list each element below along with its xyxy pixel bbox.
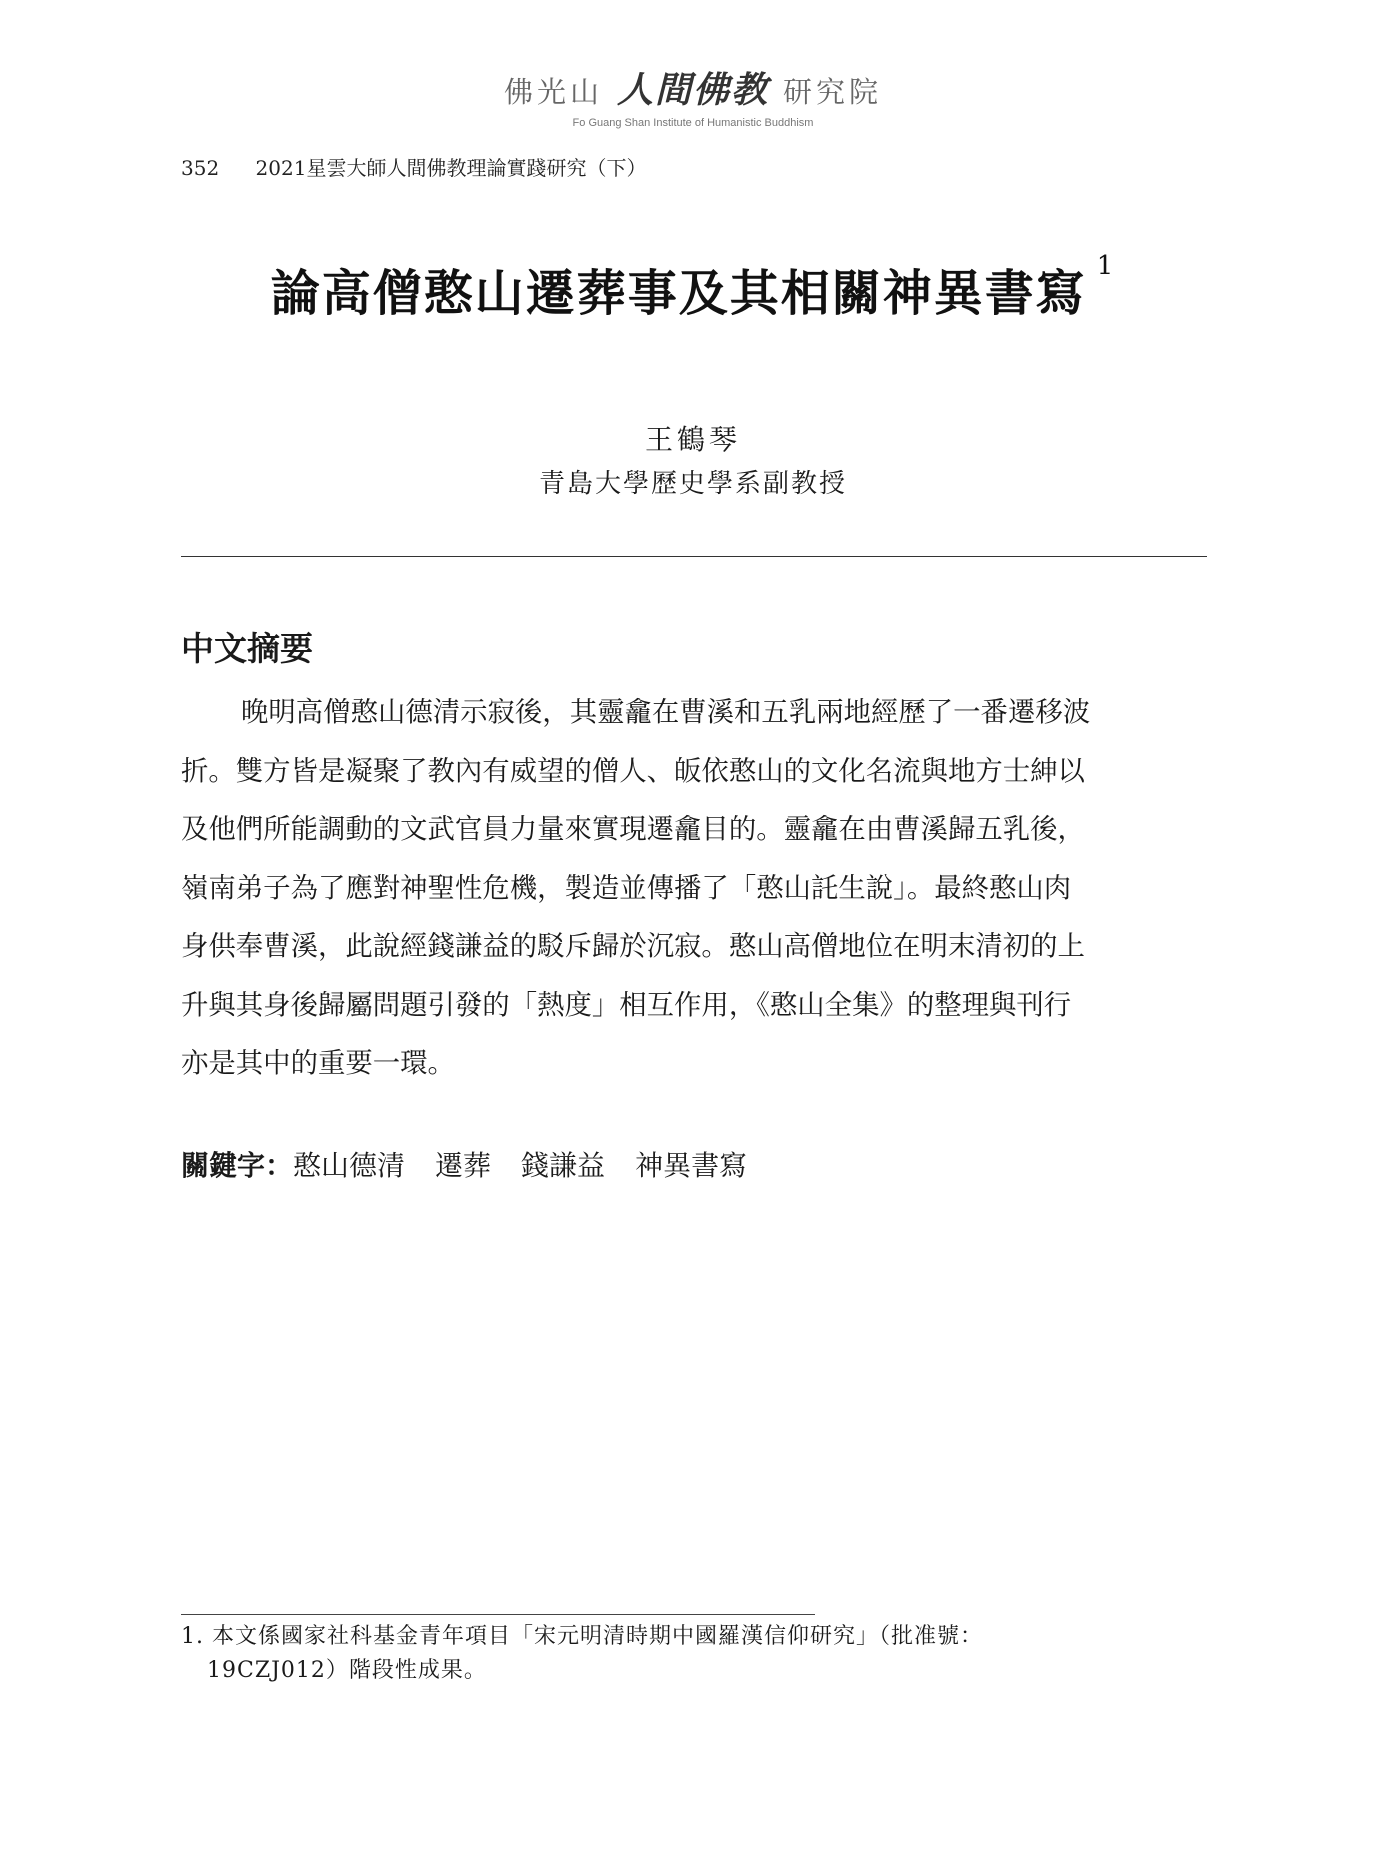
abstract-line: 升與其身後歸屬問題引發的「熱度」相互作用，《憨山全集》的整理與刊行: [181, 989, 1072, 1021]
header-divider: [181, 556, 1207, 557]
keywords-label: 關鍵字：: [181, 1149, 294, 1182]
footnote-marker[interactable]: 1: [1096, 251, 1116, 281]
keyword: 憨山德清: [293, 1149, 406, 1182]
article-title-text: 論高僧憨山遷葬事及其相關神異書寫: [270, 264, 1087, 322]
abstract-line: 晚明高僧憨山德清示寂後，其靈龕在曹溪和五乳兩地經歷了一番遷移波: [241, 697, 1091, 728]
abstract-line: 身供奉曹溪，此說經錢謙益的駁斥歸於沉寂。憨山高僧地位在明末清初的上: [181, 931, 1085, 962]
institute-logo: [0, 62, 1386, 113]
institute-name-left: 佛光山: [503, 75, 603, 109]
footnote: [181, 1620, 1211, 1688]
author-affiliation: 青島大學歷史學系副教授: [538, 469, 847, 499]
institute-header: [0, 62, 1386, 129]
article-title: [0, 251, 1386, 325]
abstract-line: 折。雙方皆是凝聚了教內有威望的僧人、皈依憨山的文化名流與地方士紳以: [181, 755, 1085, 787]
keywords: [181, 1144, 777, 1184]
footnote-line: 19CZJ012）階段性成果。: [207, 1658, 487, 1683]
footnote-line: 1. 本文係國家社科基金青年項目「宋元明清時期中國羅漢信仰研究」（批准號：: [181, 1624, 983, 1649]
institute-name-script: 人間佛教: [616, 69, 769, 111]
author-name: 王鶴琴: [644, 423, 741, 456]
institute-name-right: 研究院: [783, 75, 883, 109]
footnote-divider: [181, 1614, 815, 1615]
keyword: 神異書寫: [635, 1149, 748, 1182]
keyword: 遷葬: [435, 1149, 492, 1182]
abstract-line: 及他們所能調動的文武官員力量來實現遷龕目的。靈龕在由曹溪歸五乳後，: [181, 814, 1085, 845]
institute-english-name: Fo Guang Shan Institute of Humanistic Buddhism: [572, 117, 814, 129]
abstract-line: 嶺南弟子為了應對神聖性危機，製造並傳播了「憨山託生說」。最終憨山肉: [181, 872, 1072, 904]
book-title: 2021星雲大師人間佛教理論實踐研究（下）: [255, 156, 647, 180]
keyword: 錢謙益: [521, 1149, 606, 1182]
page-number: 352: [181, 156, 220, 180]
abstract-heading: 中文摘要: [181, 629, 313, 668]
abstract-line: 亦是其中的重要一環。: [181, 1048, 455, 1079]
running-head: [181, 152, 646, 181]
abstract-body: [181, 684, 1211, 1094]
